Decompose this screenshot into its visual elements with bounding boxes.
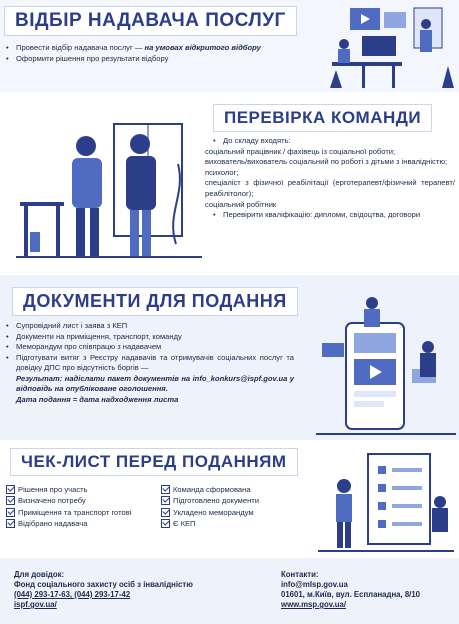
footer-right-site-link[interactable]: www.msp.gov.ua/ [281,600,346,609]
documents-result-text: надіслати пакет документів на info_konkurs@ispf.gov.ua у відповідь на опубліковане оголошення. [16,373,294,393]
checkbox-checked-icon [6,485,15,494]
footer-left-org: Фонд соціального захисту осіб з інвалідністю [14,580,193,589]
footer-right-email[interactable]: info@mlsp.gov.ua [281,580,348,589]
documents-result-label: Результат: [16,373,63,383]
team-body [205,136,455,221]
team-line-4: спеціаліст з фізичної реабілітації (ерготерапевт/фізичний терапевт/реабілітолог); [205,178,455,198]
checkbox-checked-icon [161,485,170,494]
checkbox-checked-icon [6,496,15,505]
footer-left-site-link[interactable]: ispf.gov.ua/ [14,600,57,609]
checklist-item: Укладено меморандум [161,507,306,518]
checklist-item: Підготовлено документи [161,495,306,506]
team-check-bullet: • Перевірити кваліфікацію: дипломи, свідоцтва, договори [213,210,455,221]
footer-right-title: Контакти: [281,570,319,579]
checkbox-checked-icon [161,496,170,505]
team-line-3: психолог; [205,167,239,177]
phone-illustration [316,293,456,437]
checklist-item: Визначено потребу [6,495,161,506]
documents-item-2: • Документи на приміщення, транспорт, команду [6,332,294,343]
checkbox-checked-icon [161,519,170,528]
checklist-item: Приміщення та транспорт готові [6,507,161,518]
footer-contacts [281,570,420,610]
team-line-2: вихователь/вихователь соціальний по роботі з дітьми з інвалідністю; [205,157,448,167]
selection-bullet-2: • Оформити рішення про результати відбору [6,53,316,64]
section-checklist [0,440,459,558]
documents-item-1: • Супровідний лист і заява з КЕП [6,321,294,332]
section-selection [0,0,459,92]
checkbox-checked-icon [6,508,15,517]
checklist-item: Команда сформована [161,484,306,495]
checklist-illustration [318,446,454,554]
team-illustration [16,114,202,272]
team-title: ПЕРЕВІРКА КОМАНДИ [213,104,432,132]
checklist-grid [6,484,306,529]
team-line-1: соціальний працівник / фахівець із соціальної роботи; [205,146,396,156]
checkbox-checked-icon [161,508,170,517]
checklist-title: ЧЕК-ЛИСТ ПЕРЕД ПОДАННЯМ [10,448,298,476]
footer-reference [14,570,193,610]
documents-title: ДОКУМЕНТИ ДЛЯ ПОДАННЯ [12,287,298,316]
documents-item-3: • Меморандум про співпрацю з надавачем [6,342,294,353]
footer-right-address: 01601, м.Київ, вул. Еспланадна, 8/10 [281,590,421,599]
documents-date-note: Дата подання = дата надходження листа [16,394,179,404]
selection-list [6,42,316,64]
selection-title: ВІДБІР НАДАВАЧА ПОСЛУГ [4,6,297,36]
footer-left-phones[interactable]: (044) 293-17-63, (044) 293-17-42 [14,590,131,599]
checkbox-checked-icon [6,519,15,528]
section-team [0,92,459,275]
office-illustration [322,4,456,90]
section-footer [0,558,459,624]
checklist-item: Рішення про участь [6,484,161,495]
footer-left-title: Для довідок: [14,570,65,579]
selection-bullet-1: • Провести відбір надавача послуг — на умовах відкритого відбору [6,42,316,53]
team-line-5: соціальний робітник [205,199,277,209]
documents-list [6,321,294,405]
documents-item-4: • Підготувати витяг з Реєстру надавачів та отримувачів соціальних послуг та довідку ДПС про відсутність боргів — Результат: надіслати пакет документів на info_konkurs@ispf.gov.ua у відповідь на опубліковане оголошення. Дата подання = дата надходження листа [6,353,294,406]
section-documents [0,275,459,440]
checklist-item: Відібрано надавача [6,518,161,529]
checklist-item: Є КЕП [161,518,306,529]
team-intro: • До складу входять: [213,136,455,147]
